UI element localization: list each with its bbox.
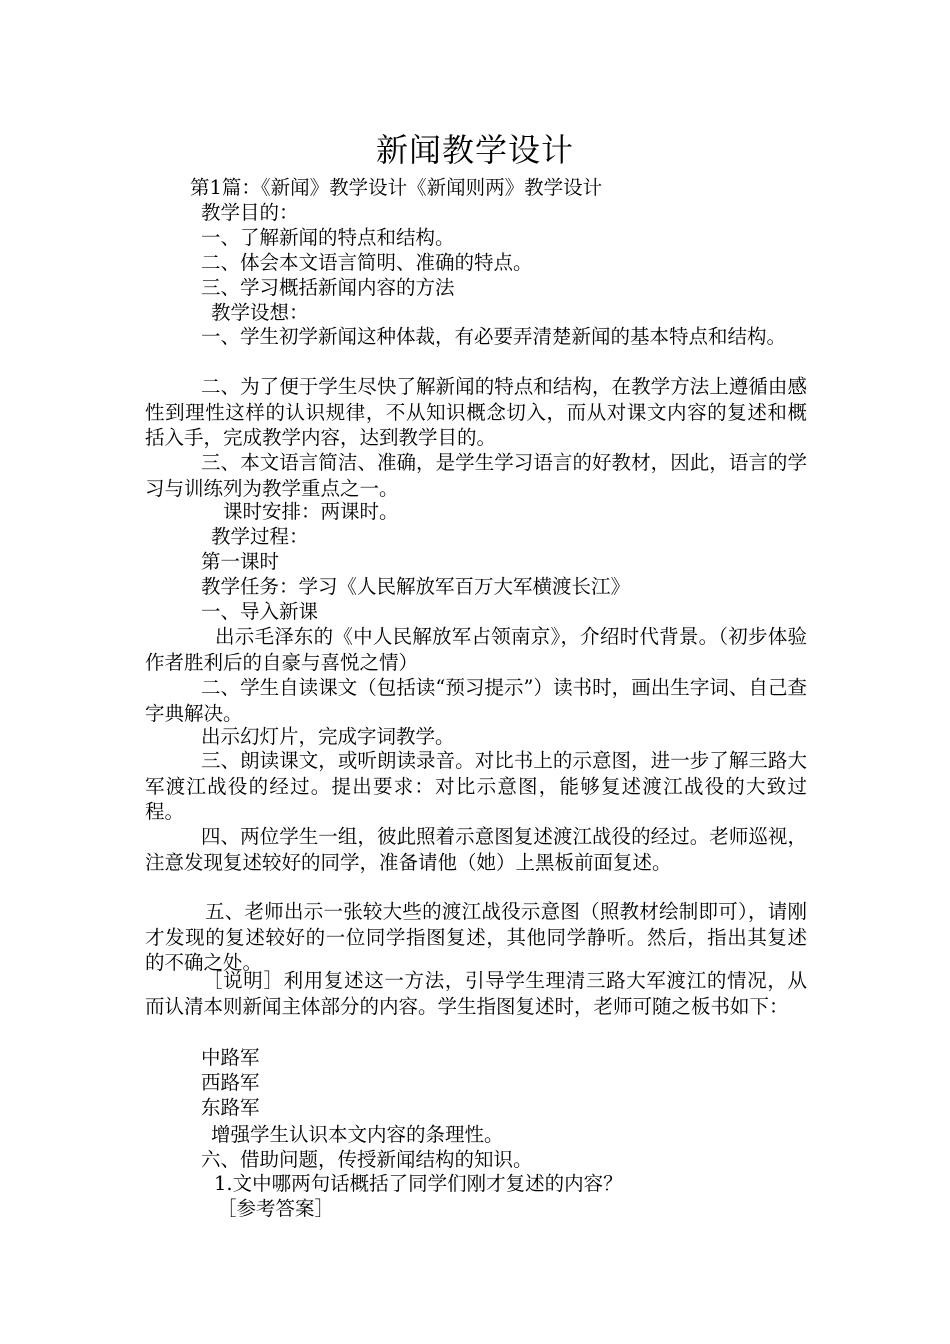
step-line: 出示幻灯片，完成字词教学。 xyxy=(201,725,455,748)
objective-item: 一、了解新闻的特点和结构。 xyxy=(201,226,455,249)
objective-item: 三、学习概括新闻内容的方法 xyxy=(201,276,455,299)
board-item: 中路军 xyxy=(201,1046,260,1069)
step-heading: 六、借助问题，传授新闻结构的知识。 xyxy=(201,1148,533,1171)
concept-paragraph: 一、学生初学新闻这种体裁，有必要弄清楚新闻的基本特点和结构。 xyxy=(201,325,787,348)
lesson-heading: 第一课时 xyxy=(201,550,280,573)
question-line: 1.文中哪两句话概括了同学们刚才复述的内容？ xyxy=(214,1172,623,1195)
step-paragraph: 四、两位学生一组，彼此照着示意图复述渡江战役的经过。老师巡视，注意发现复述较好的同学，准备请他（她）上黑板前面复述。 xyxy=(145,825,807,874)
board-item: 东路军 xyxy=(201,1096,260,1119)
step-heading: 一、导入新课 xyxy=(201,600,319,623)
note-line: 增强学生认识本文内容的条理性。 xyxy=(211,1123,504,1146)
section-heading-concept: 教学设想： xyxy=(211,301,309,324)
answer-label: ［参考答案］ xyxy=(217,1197,335,1220)
board-item: 西路军 xyxy=(201,1071,260,1094)
concept-paragraph: 三、本文语言简洁、准确，是学生学习语言的好教材，因此，语言的学习与训练列为教学重点之一。 xyxy=(145,451,807,500)
concept-paragraph: 二、为了便于学生尽快了解新闻的特点和结构，在教学方法上遵循由感性到理性这样的认识规律，不从知识概念切入，而从对课文内容的复述和概括入手，完成教学内容，达到教学目的。 xyxy=(145,375,807,449)
step-paragraph: 出示毛泽东的《中人民解放军占领南京》，介绍时代背景。（初步体验作者胜利后的自豪与喜悦之情） xyxy=(145,625,807,674)
document-title: 新闻教学设计 xyxy=(375,131,574,169)
section-heading-process: 教学过程： xyxy=(211,525,309,548)
schedule-line: 课时安排：两课时。 xyxy=(223,500,399,523)
note-paragraph: ［说明］利用复述这一方法，引导学生理清三路大军渡江的情况，从而认清本则新闻主体部分的内容。学生指图复述时，老师可随之板书如下： xyxy=(145,969,807,1018)
lesson-task: 教学任务：学习《人民解放军百万大军横渡长江》 xyxy=(201,575,631,598)
section-heading-objectives: 教学目的： xyxy=(201,201,299,224)
step-paragraph: 五、老师出示一张较大些的渡江战役示意图（照教材绘制即可），请刚才发现的复述较好的一位同学指图复述，其他同学静听。然后，指出其复述的不确之处。 xyxy=(145,900,807,974)
objective-item: 二、体会本文语言简明、准确的特点。 xyxy=(201,251,533,274)
step-paragraph: 三、朗读课文，或听朗读录音。对比书上的示意图，进一步了解三路大军渡江战役的经过。提出要求：对比示意图，能够复述渡江战役的大致过程。 xyxy=(145,749,807,823)
subtitle-line: 第1篇：《新闻》教学设计《新闻则两》教学设计 xyxy=(190,176,603,199)
step-paragraph: 二、学生自读课文（包括读“预习提示”）读书时，画出生字词、自己查字典解决。 xyxy=(145,676,807,725)
